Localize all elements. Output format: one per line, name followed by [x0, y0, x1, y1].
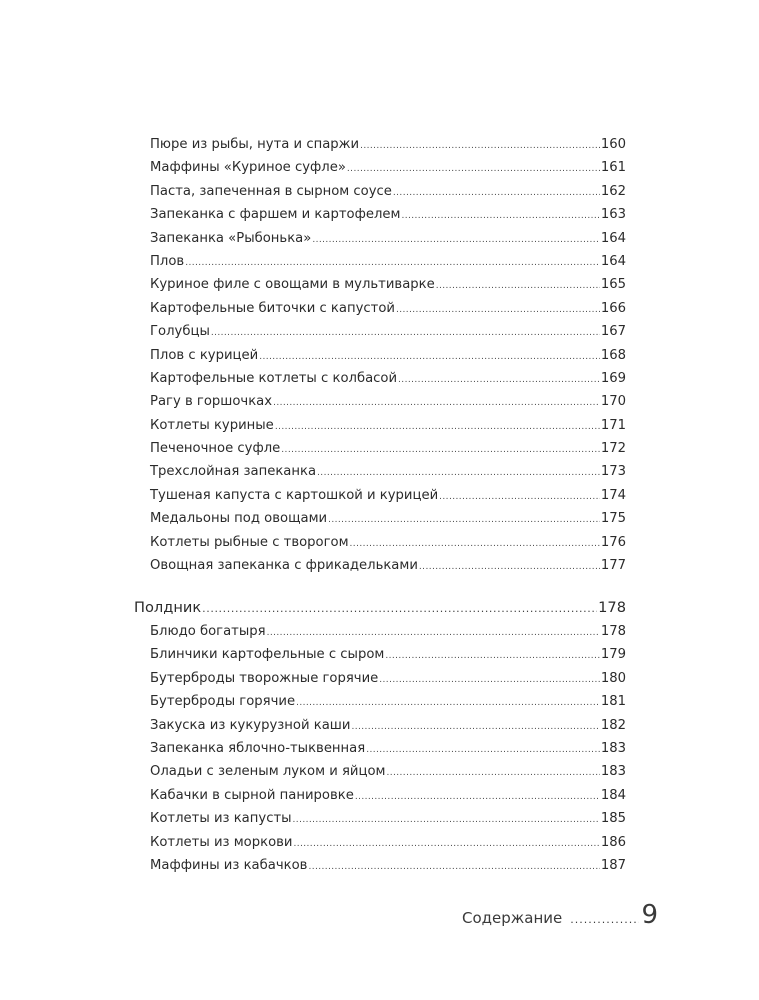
dot-leader — [360, 135, 600, 158]
dot-leader — [317, 462, 600, 485]
toc-entry-page: 166 — [600, 300, 626, 316]
toc-entry-title: Паста, запеченная в сырном соусе — [150, 183, 392, 199]
toc-entry-page: 171 — [600, 417, 626, 433]
toc-entry[interactable] — [134, 737, 626, 760]
dot-leader — [293, 833, 599, 856]
toc-entry-title: Картофельные биточки с капустой — [150, 300, 395, 316]
toc-entry[interactable] — [134, 273, 626, 296]
toc-entry[interactable] — [134, 203, 626, 226]
toc-entry-page: 173 — [600, 464, 626, 480]
toc-entry-page: 185 — [600, 811, 626, 827]
dot-leader — [312, 229, 600, 252]
toc-entry[interactable] — [134, 807, 626, 830]
toc-entry[interactable] — [134, 760, 626, 783]
dot-leader — [396, 299, 600, 322]
toc-entry-title: Котлеты из капусты — [150, 811, 292, 827]
toc-entry-title: Запеканка «Рыбонька» — [150, 230, 312, 246]
toc-entry-title: Плов с курицей — [150, 347, 259, 363]
footer-dot-leader — [570, 913, 639, 926]
dot-leader — [211, 322, 600, 345]
dot-leader — [281, 439, 600, 462]
dot-leader — [393, 182, 600, 205]
dot-leader — [273, 392, 600, 415]
toc-entry-page: 184 — [600, 787, 626, 803]
toc-entry-page: 186 — [600, 834, 626, 850]
toc-entry[interactable] — [134, 620, 626, 643]
dot-leader — [351, 716, 599, 739]
dot-leader — [398, 369, 600, 392]
toc-entry-title: Закуска из кукурузной каши — [150, 717, 351, 733]
toc-entry[interactable] — [134, 156, 626, 179]
page-footer — [462, 902, 658, 928]
toc-entry[interactable] — [134, 367, 626, 390]
toc-entry-title: Картофельные котлеты с колбасой — [150, 370, 398, 386]
toc-entry-title: Маффины из кабачков — [150, 857, 308, 873]
toc-entry[interactable] — [134, 437, 626, 460]
dot-leader — [436, 275, 600, 298]
toc-entry[interactable] — [134, 854, 626, 877]
toc-entry-title: Трехслойная запеканка — [150, 464, 317, 480]
dot-leader — [347, 158, 600, 181]
dot-leader — [355, 786, 600, 809]
dot-leader — [366, 739, 600, 762]
footer-label: Содержание — [462, 909, 563, 927]
toc-entry-page: 174 — [600, 487, 626, 503]
toc-section-afternoon-snack — [134, 596, 626, 877]
toc-entry-page: 167 — [600, 324, 626, 340]
dot-leader — [296, 692, 600, 715]
toc-entry-page: 172 — [600, 441, 626, 457]
toc-entry-title: Котлеты рыбные с творогом — [150, 534, 349, 550]
toc-entry[interactable] — [134, 643, 626, 666]
toc-entry-title: Пюре из рыбы, нута и спаржи — [150, 137, 360, 152]
toc-entry[interactable] — [134, 297, 626, 320]
toc-entry-title: Блинчики картофельные с сыром — [150, 647, 385, 663]
dot-leader — [185, 252, 600, 275]
dot-leader — [385, 645, 599, 668]
toc-entry-title: Куриное филе с овощами в мультиварке — [150, 277, 435, 293]
toc-entry-page: 178 — [600, 624, 626, 639]
toc-entry-title: Плов — [150, 253, 185, 269]
toc-entry-title: Блюдо богатыря — [150, 624, 266, 639]
toc-entry-page: 183 — [600, 740, 626, 756]
toc-entry[interactable] — [134, 250, 626, 273]
dot-leader — [202, 597, 597, 621]
toc-entry-page: 180 — [600, 670, 626, 686]
dot-leader — [350, 533, 600, 556]
toc-entry-page: 187 — [600, 857, 626, 873]
toc-entry-title: Кабачки в сырной панировке — [150, 787, 354, 803]
toc-entry-page: 169 — [600, 370, 626, 386]
dot-leader — [259, 346, 600, 369]
toc-entry-page: 182 — [600, 717, 626, 733]
toc-entry[interactable] — [134, 320, 626, 343]
toc-entry-title: Маффины «Куриное суфле» — [150, 160, 346, 176]
dot-leader — [275, 416, 600, 439]
toc-entry-title: Медальоны под овощами — [150, 511, 328, 527]
toc-entry-title: Тушеная капуста с картошкой и курицей — [150, 487, 439, 503]
toc-entry-page: 181 — [600, 694, 626, 710]
toc-entry[interactable] — [134, 133, 626, 156]
dot-leader — [328, 509, 600, 532]
toc-heading-poldnik[interactable] — [134, 596, 626, 620]
toc-entry[interactable] — [134, 227, 626, 250]
toc-entry-title: Бутерброды творожные горячие — [150, 670, 379, 686]
toc-heading-title: Полдник — [134, 599, 202, 616]
dot-leader — [387, 762, 600, 785]
toc-entry[interactable] — [134, 831, 626, 854]
page-number: 9 — [641, 900, 658, 930]
toc-entry[interactable] — [134, 507, 626, 530]
toc-entry[interactable] — [134, 714, 626, 737]
toc-entry-page: 165 — [600, 277, 626, 293]
toc-entry-page: 164 — [600, 230, 626, 246]
toc-entry-page: 163 — [600, 207, 626, 223]
toc-entry-page: 164 — [600, 253, 626, 269]
toc-entry[interactable] — [134, 484, 626, 507]
toc-entry-page: 162 — [600, 183, 626, 199]
toc-entry-page: 177 — [600, 558, 626, 574]
toc-entry-title: Запеканка с фаршем и картофелем — [150, 207, 401, 223]
toc-entry[interactable] — [134, 460, 626, 483]
toc-entry[interactable] — [134, 414, 626, 437]
toc-section-lunch — [134, 133, 626, 577]
toc-entry-page: 183 — [600, 764, 626, 780]
toc-entry-page: 168 — [600, 347, 626, 363]
toc-entry-title: Бутерброды горячие — [150, 694, 296, 710]
toc-entry-title: Запеканка яблочно-тыквенная — [150, 740, 366, 756]
toc-entry-page: 175 — [600, 511, 626, 527]
toc-entry[interactable] — [134, 554, 626, 577]
toc-entry[interactable] — [134, 667, 626, 690]
toc-entry-title: Овощная запеканка с фрикадельками — [150, 558, 418, 574]
toc-entry-title: Голубцы — [150, 324, 210, 340]
toc-entry[interactable] — [134, 344, 626, 367]
toc-entry-page: 179 — [600, 647, 626, 663]
toc-entry[interactable] — [134, 390, 626, 413]
toc-entry[interactable] — [134, 690, 626, 713]
toc-entry-title: Оладьи с зеленым луком и яйцом — [150, 764, 386, 780]
toc-entry-page: 161 — [600, 160, 626, 176]
dot-leader — [379, 669, 600, 692]
dot-leader — [419, 556, 600, 579]
toc-entry-page: 170 — [600, 394, 626, 410]
toc-entry-title: Печеночное суфле — [150, 441, 281, 457]
toc-entry-title: Рагу в горшочках — [150, 394, 273, 410]
toc-entry[interactable] — [134, 531, 626, 554]
dot-leader — [267, 622, 600, 645]
toc-entry[interactable] — [134, 784, 626, 807]
dot-leader — [293, 809, 600, 832]
toc-heading-page: 178 — [598, 599, 626, 616]
toc-entry[interactable] — [134, 180, 626, 203]
dot-leader — [401, 205, 599, 228]
dot-leader — [308, 856, 599, 879]
toc-entry-page: 176 — [600, 534, 626, 550]
toc-entry-title: Котлеты куриные — [150, 417, 274, 433]
dot-leader — [439, 486, 600, 509]
toc-entry-title: Котлеты из моркови — [150, 834, 293, 850]
toc-entry-page: 160 — [600, 137, 626, 152]
